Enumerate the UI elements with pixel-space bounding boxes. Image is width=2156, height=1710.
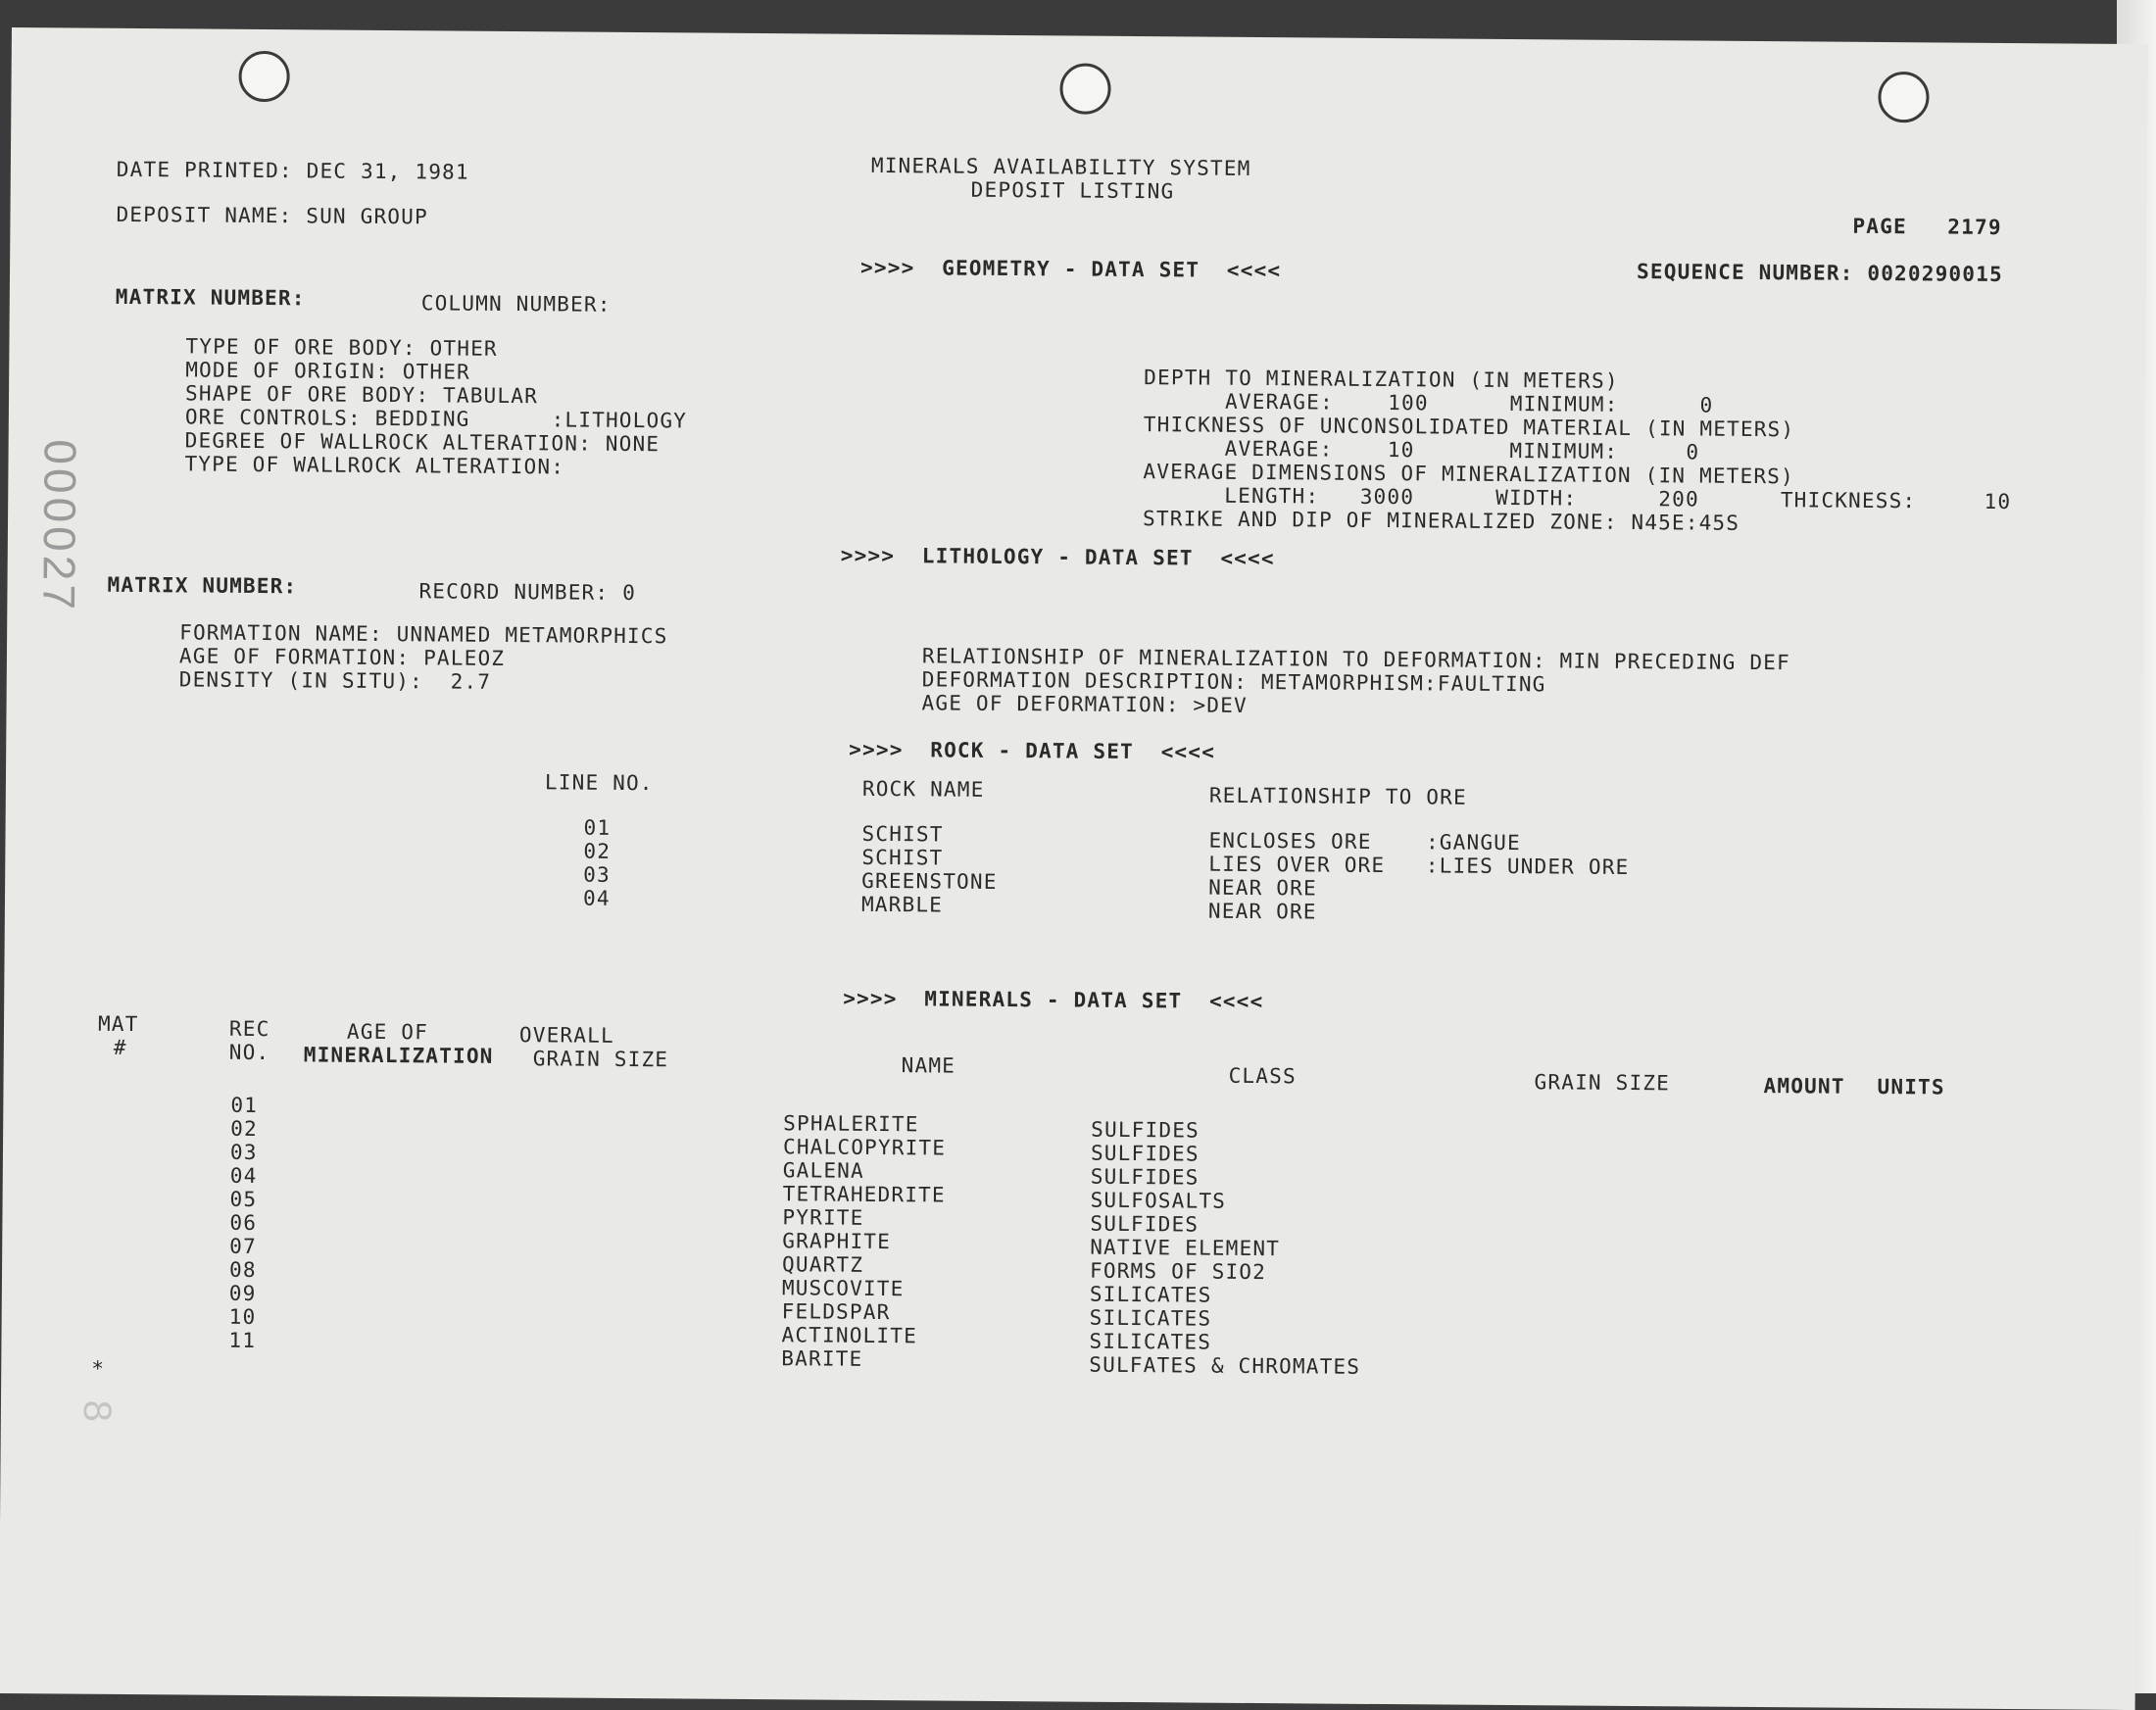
rock-name: MARBLE [860,892,944,917]
mineral-rec-no: 09 [228,1281,257,1305]
minerals-col-overall: OVERALL [518,1023,614,1048]
mineral-rec-no: 08 [228,1257,257,1283]
mineral-name: GALENA [782,1158,865,1183]
mineral-name: TETRAHEDRITE [782,1182,946,1207]
mineral-rec-no: 11 [228,1328,257,1352]
date-printed: DATE PRINTED: DEC 31, 1981 [116,157,469,184]
minerals-col-overall-grain: GRAIN SIZE [532,1047,669,1072]
geometry-detail-line: THICKNESS OF UNCONSOLIDATED MATERIAL (IN METERS) [1143,413,1795,442]
mineral-class: SULFIDES [1090,1211,1200,1237]
punch-hole-center [1059,63,1110,114]
geometry-line: MODE OF ORIGIN: OTHER [185,358,471,384]
deformation-line: RELATIONSHIP OF MINERALIZATION TO DEFORMATION: MIN PRECEDING DEF [921,644,1791,675]
geometry-heading: >>>> GEOMETRY - DATA SET <<<< [860,255,1282,283]
mineral-name: MUSCOVITE [781,1276,905,1301]
mineral-rec-no: 05 [229,1187,258,1212]
geometry-line: DEGREE OF WALLROCK ALTERATION: NONE [184,428,661,457]
geometry-detail-line: LENGTH: 3000 WIDTH: 200 THICKNESS: 10 [1143,483,2012,514]
mineral-name: FELDSPAR [781,1299,891,1325]
rock-name: SCHIST [861,845,944,870]
minerals-col-age-2: MINERALIZATION [303,1043,494,1068]
mineral-name: GRAPHITE [782,1229,892,1254]
rock-relationship: LIES OVER ORE :LIES UNDER ORE [1208,852,1630,879]
geometry-line: ORE CONTROLS: BEDDING :LITHOLOGY [184,405,688,433]
minerals-col-rec: REC [228,1016,270,1042]
side-stamp-mark: 8 [74,1399,120,1427]
deposit-name: DEPOSIT NAME: SUN GROUP [116,202,428,229]
mineral-class: NATIVE ELEMENT [1090,1235,1281,1261]
rock-name: SCHIST [861,821,944,847]
geometry-line: TYPE OF WALLROCK ALTERATION: [184,452,565,479]
rock-col-line: LINE NO. [544,770,654,796]
minerals-heading: >>>> MINERALS - DATA SET <<<< [843,986,1264,1014]
minerals-col-rec-no: NO. [228,1040,270,1065]
lithology-line: FORMATION NAME: UNNAMED METAMORPHICS [179,620,668,649]
rock-line-no: 01 [583,815,612,840]
mineral-rec-no: 06 [229,1210,258,1236]
minerals-col-mat: MAT [97,1011,139,1037]
rock-name: GREENSTONE [861,868,998,894]
mineral-class: SULFIDES [1090,1141,1200,1166]
mineral-class: SULFOSALTS [1090,1188,1227,1213]
minerals-col-class: CLASS [1228,1063,1297,1089]
minerals-col-mat-hash: # [113,1035,127,1059]
page-number: PAGE 2179 [1852,214,2002,239]
mineral-class: SILICATES [1089,1305,1212,1331]
rock-col-name: ROCK NAME [861,776,985,802]
punch-hole-right [1878,72,1929,122]
mineral-name: QUARTZ [782,1252,864,1277]
rock-heading: >>>> ROCK - DATA SET <<<< [849,737,1216,764]
rock-relationship: ENCLOSES ORE :GANGUE [1208,828,1521,855]
lithology-line: DENSITY (IN SITU): 2.7 [178,667,492,694]
mineral-name: BARITE [781,1346,863,1371]
mineral-class: SULFATES & CHROMATES [1089,1352,1361,1379]
listing-title: DEPOSIT LISTING [970,177,1175,204]
mineral-name: SPHALERITE [783,1111,919,1137]
geometry-matrix-label: MATRIX NUMBER: [115,284,306,311]
mineral-rec-no: 04 [229,1163,258,1189]
geometry-detail-line: STRIKE AND DIP OF MINERALIZED ZONE: N45E:45S [1143,507,1740,535]
mineral-name: CHALCOPYRITE [782,1135,947,1160]
lithology-line: AGE OF FORMATION: PALEOZ [178,644,506,670]
rock-relationship: NEAR ORE [1208,875,1317,901]
lithology-heading: >>>> LITHOLOGY - DATA SET <<<< [840,543,1275,571]
mineral-rec-no: 07 [229,1234,258,1259]
sequence-number: SEQUENCE NUMBER: 0020290015 [1637,260,2003,286]
mineral-class: SULFIDES [1091,1117,1200,1143]
rock-line-no: 04 [582,886,611,910]
rock-relationship: NEAR ORE [1207,899,1317,924]
minerals-col-units: UNITS [1877,1074,1945,1099]
geometry-column-label: COLUMN NUMBER: [420,291,612,317]
minerals-col-age: AGE OF [346,1019,429,1045]
geometry-detail-line: DEPTH TO MINERALIZATION (IN METERS) [1144,366,1619,393]
geometry-detail-line: AVERAGE: 10 MINIMUM: 0 [1143,436,1700,464]
mineral-name: PYRITE [782,1205,864,1230]
geometry-detail-line: AVERAGE DIMENSIONS OF MINERALIZATION (IN METERS) [1143,460,1795,489]
punch-hole-left [238,51,289,102]
printout-sheet [0,27,2148,1710]
system-title: MINERALS AVAILABILITY SYSTEM [870,153,1251,180]
lithology-record-label: RECORD NUMBER: 0 [418,579,637,606]
footer-asterisk: * [91,1356,106,1381]
mineral-rec-no: 02 [230,1116,258,1142]
mineral-class: SILICATES [1089,1329,1212,1354]
mineral-class: FORMS OF SIO2 [1089,1258,1267,1285]
mineral-class: SILICATES [1089,1282,1212,1307]
minerals-col-grain-size: GRAIN SIZE [1534,1070,1671,1096]
side-stamp-number: 000027 [33,439,86,614]
mineral-rec-no: 03 [229,1140,258,1165]
deformation-line: DEFORMATION DESCRIPTION: METAMORPHISM:FAULTING [921,667,1546,697]
lithology-matrix-label: MATRIX NUMBER: [107,572,298,599]
geometry-detail-line: AVERAGE: 100 MINIMUM: 0 [1143,389,1714,417]
geometry-line: TYPE OF ORE BODY: OTHER [185,334,498,361]
geometry-line: SHAPE OF ORE BODY: TABULAR [184,381,539,409]
mineral-rec-no: 10 [228,1304,257,1329]
rock-line-no: 02 [583,839,612,863]
deformation-line: AGE OF DEFORMATION: >DEV [921,691,1248,717]
mineral-rec-no: 01 [230,1093,259,1118]
rock-line-no: 03 [583,862,612,887]
mineral-name: ACTINOLITE [781,1323,918,1348]
minerals-col-name: NAME [901,1053,956,1078]
rock-col-relationship: RELATIONSHIP TO ORE [1208,783,1468,809]
minerals-col-amount: AMOUNT [1763,1074,1845,1099]
mineral-class: SULFIDES [1090,1164,1200,1190]
